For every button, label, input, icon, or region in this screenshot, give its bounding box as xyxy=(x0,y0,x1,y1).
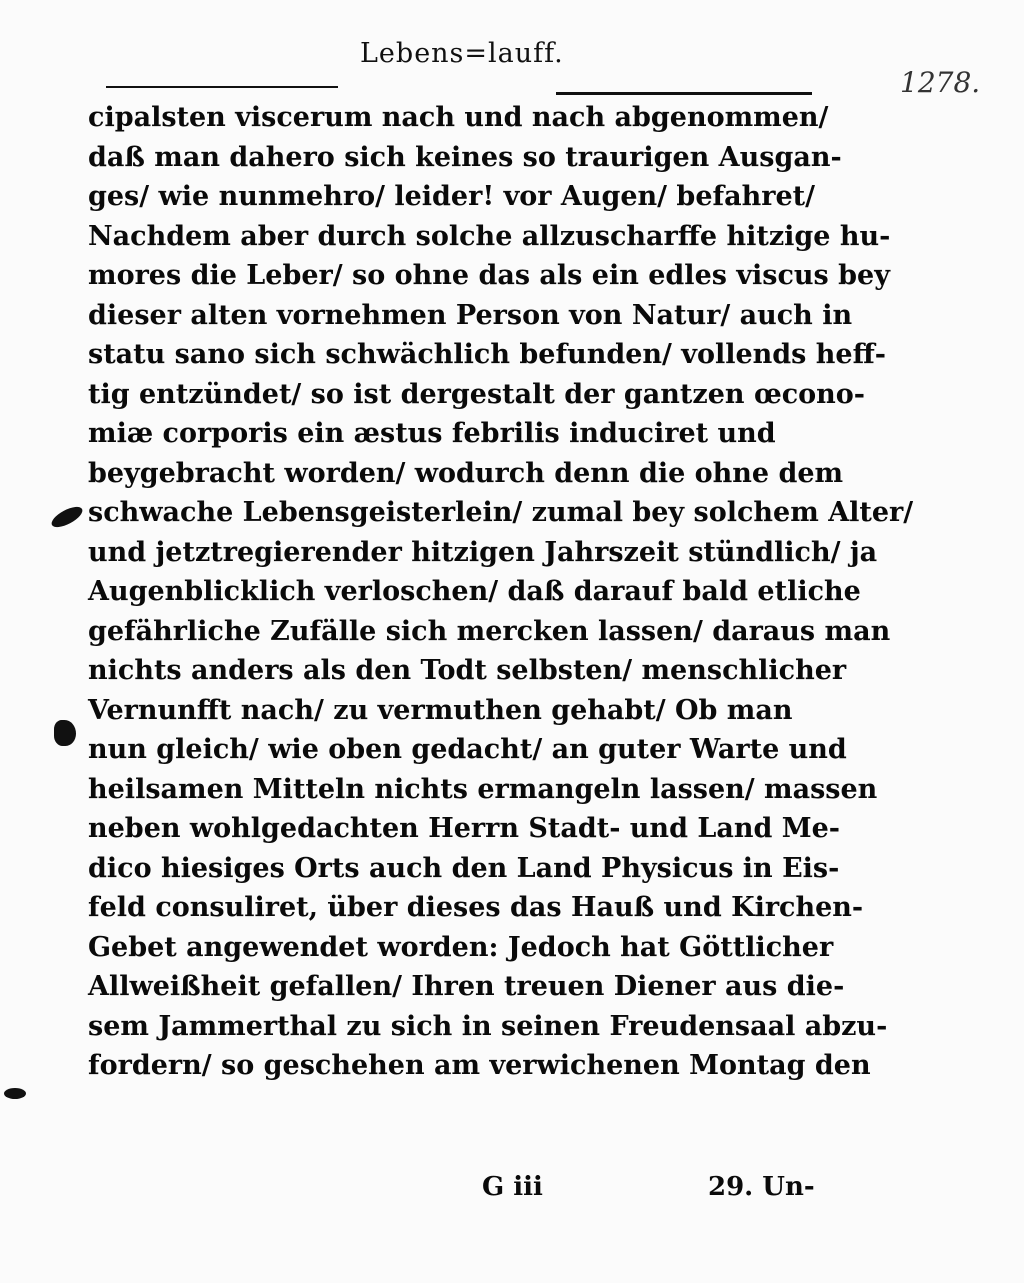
text-line: und jetztregierender hitzigen Jahrszeit stündlich/ ja xyxy=(88,536,878,568)
text-line: neben wohlgedachten Herrn Stadt- und Land Me- xyxy=(88,813,841,844)
text-line: daß man dahero sich keines so traurigen Ausgan- xyxy=(88,141,842,173)
body-text xyxy=(88,98,914,1086)
text-line: nun gleich/ wie oben gedacht/ an guter Warte und xyxy=(88,734,847,765)
text-line: beygebracht worden/ wodurch denn die ohne dem xyxy=(88,457,844,489)
text-line: sem Jammerthal zu sich in seinen Freudensaal abzu- xyxy=(88,1010,888,1042)
text-line: dieser alten vornehmen Person von Natur/ auch in xyxy=(88,299,853,331)
page-number: 1278. xyxy=(900,66,981,99)
header-rule-left xyxy=(106,86,338,88)
text-line: ges/ wie nunmehro/ leider! vor Augen/ befahret/ xyxy=(88,181,815,212)
text-line: fordern/ so geschehen am verwichenen Montag den xyxy=(88,1050,871,1081)
text-line: Vernunfft nach/ zu vermuthen gehabt/ Ob man xyxy=(88,694,793,726)
ink-blot xyxy=(4,1088,26,1099)
text-line: cipalsten viscerum nach und nach abgenommen/ xyxy=(88,102,829,133)
ink-blot xyxy=(54,720,76,746)
text-line: statu sano sich schwächlich befunden/ vollends heff- xyxy=(88,339,886,370)
text-line: Nachdem aber durch solche allzuscharffe hitzige hu- xyxy=(88,220,891,252)
text-line: tig entzündet/ so ist dergestalt der gantzen œcono- xyxy=(88,378,865,410)
text-line: Gebet angewendet worden: Jedoch hat Göttlicher xyxy=(88,931,834,963)
text-line: schwache Lebensgeisterlein/ zumal bey solchem Alter/ xyxy=(88,497,914,528)
catchword: 29. Un- xyxy=(708,1172,815,1202)
text-line: Augenblicklich verloschen/ daß darauf bald etliche xyxy=(88,576,861,607)
text-line: feld consuliret, über dieses das Hauß und Kirchen- xyxy=(88,892,864,923)
text-line: dico hiesiges Orts auch den Land Physicus in Eis- xyxy=(88,852,840,884)
text-line: nichts anders als den Todt selbsten/ menschlicher xyxy=(88,655,847,686)
text-line: mores die Leber/ so ohne das als ein edles viscus bey xyxy=(88,260,890,291)
running-title: Lebens=lauff. xyxy=(360,38,564,69)
text-line: gefährliche Zufälle sich mercken lassen/ daraus man xyxy=(88,615,891,647)
header-rule-right xyxy=(556,92,812,95)
text-line: Allweißheit gefallen/ Ihren treuen Diener aus die- xyxy=(88,971,845,1002)
text-line: miæ corporis ein æstus febrilis induciret und xyxy=(88,418,776,449)
ink-blot xyxy=(49,503,86,531)
signature-mark: G iii xyxy=(482,1172,543,1202)
text-line: heilsamen Mitteln nichts ermangeln lassen/ massen xyxy=(88,773,878,805)
